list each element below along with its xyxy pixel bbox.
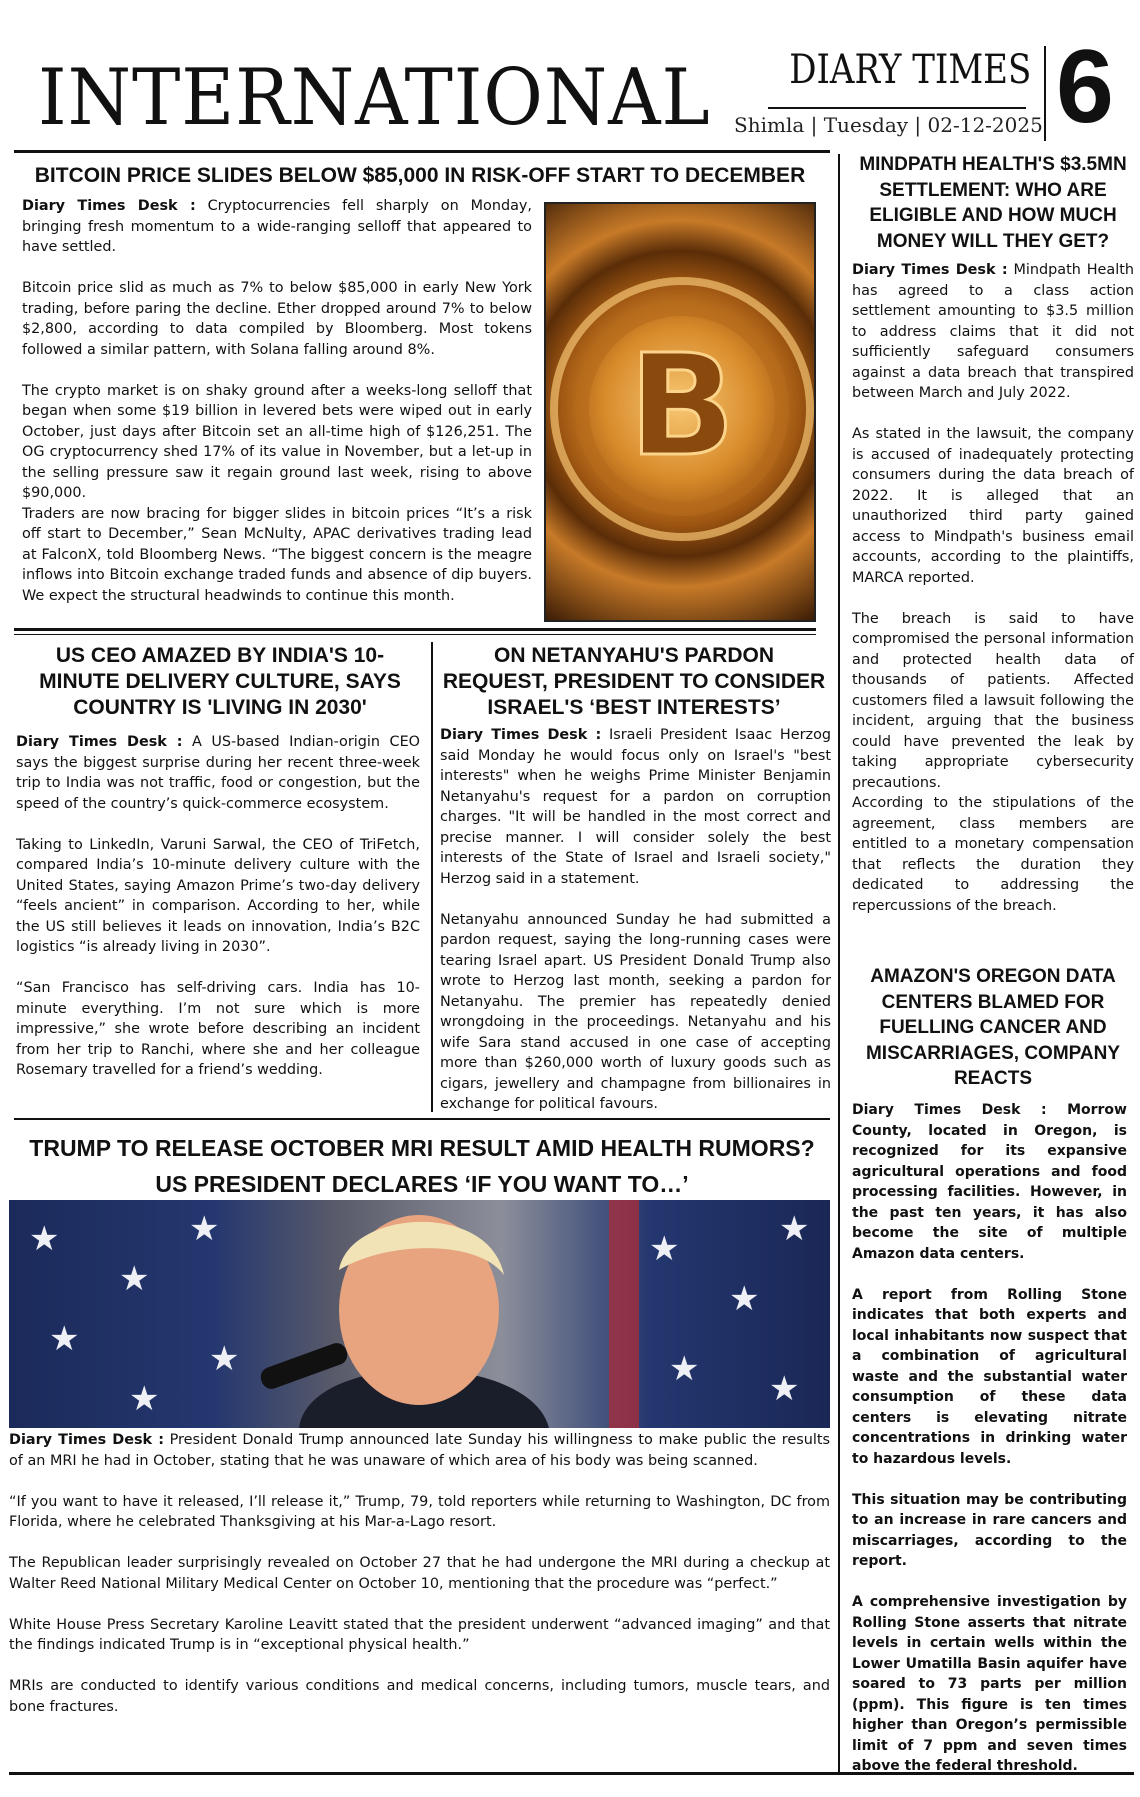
paragraph: The breach is said to have compromised the personal information and protected health data of thousands of patients. Affected customers filed a lawsuit following the incident, arguing that the business could have prevented the leak by taking appropriate cybersecurity precautions.	[852, 610, 1134, 791]
section-title: INTERNATIONAL	[38, 53, 711, 143]
column-divider	[431, 642, 433, 1112]
divider	[14, 1118, 830, 1120]
byline: Diary Times Desk :	[22, 198, 196, 214]
svg-text:★: ★	[649, 1229, 680, 1269]
svg-text:★: ★	[209, 1339, 240, 1379]
article-headline: ON NETANYAHU'S PARDON REQUEST, PRESIDENT TO CONSIDER ISRAEL'S ‘BEST INTERESTS’	[442, 644, 826, 719]
article-body	[440, 725, 831, 1135]
article-body	[852, 260, 1134, 937]
svg-text:★: ★	[729, 1279, 760, 1319]
paragraph: This situation may be contributing to an increase in rare cancers and miscarriages, according to the report.	[852, 1491, 1127, 1569]
paragraph: “If you want to have it released, I’ll release it,” Trump, 79, told reporters while returning to Washington, DC from Florida, where he celebrated Thanksgiving at his Mar-a-Lago resort.	[9, 1493, 830, 1530]
divider	[14, 628, 816, 631]
article-body	[22, 196, 532, 627]
photo-illustration	[9, 1200, 830, 1428]
paragraph: The crypto market is on shaky ground after a weeks-long selloff that began when some $19 billion in levered bets were wiped out in early October, just days after Bitcoin set an all-time high of $126,251. The OG cryptocurrency shed 17% of its value in November, but a let-up in the selling pressure saw it regain ground last week, rising to above $90,000.	[22, 382, 532, 501]
svg-text:★: ★	[669, 1349, 700, 1389]
svg-text:★: ★	[779, 1209, 810, 1249]
article-headline: AMAZON'S OREGON DATA CENTERS BLAMED FOR FUELLING CANCER AND MISCARRIAGES, COMPANY REACTS	[865, 966, 1121, 1089]
newspaper-name: DIARY TIMES	[789, 47, 1032, 93]
paragraph: Cryptocurrencies fell sharply on Monday, bringing fresh momentum to a wide-ranging selloff that appeared to have settled.	[22, 198, 532, 255]
paragraph: Morrow County, located in Oregon, is recognized for its expansive agricultural operations and food processing facilities. However, in the past ten years, it has also become the site of multiple Amazon data centers.	[852, 1102, 1127, 1262]
paragraph: President Donald Trump announced late Sunday his willingness to make public the results of an MRI he had in October, stating that he was unaware of which area of his body was being scanned.	[9, 1432, 831, 1469]
paragraph: White House Press Secretary Karoline Leavitt stated that the president underwent “advanced imaging” and that the findings indicated Trump is in “exceptional physical health.”	[9, 1616, 830, 1653]
divider	[14, 634, 816, 635]
article-body	[16, 732, 420, 1101]
byline: Diary Times Desk :	[852, 1102, 1047, 1118]
paragraph: Netanyahu announced Sunday he had submitted a pardon request, saying the long-running cases were tearing Israel apart. US President Donald Trump also wrote to Herzog last month, seeking a pardon for Netanyahu. The premier has repeatedly denied wrongdoing in the proceedings. Netanyahu and his wife Sara stand accused in one case of accepting more than $260,000 worth of luxury goods such as cigars, jewellery and champagne from billionaires in exchange for political favours.	[440, 911, 831, 1112]
paragraph: A report from Rolling Stone indicates that both experts and local inhabitants now suspect that a combination of agricultural waste and the substantial water consumption of these data centers is elevating nitrate concentrations in drinking water to hazardous levels.	[852, 1286, 1127, 1467]
divider	[768, 107, 1026, 109]
bitcoin-photo	[544, 202, 816, 622]
byline: Diary Times Desk :	[9, 1432, 164, 1448]
article-headline: BITCOIN PRICE SLIDES BELOW $85,000 IN RISK-OFF START TO DECEMBER	[34, 164, 806, 187]
byline: Diary Times Desk :	[16, 734, 183, 750]
svg-text:B: B	[628, 325, 736, 488]
divider	[14, 150, 830, 153]
paragraph: According to the stipulations of the agreement, class members are entitled to a monetary compensation that reflects the duration they dedicated to addressing the repercussions of the breach.	[852, 795, 1134, 914]
paragraph: Traders are now bracing for bigger slides in bitcoin prices “It’s a risk off start to December,” Sean McNulty, APAC derivatives trading lead at FalconX, told Bloomberg News. “The biggest concern is the meagre inflows into Bitcoin exchange traded funds and absence of dip buyers. We expect the structural headwinds to continue this month.	[22, 505, 532, 604]
trump-photo	[9, 1200, 830, 1428]
headline-line: US PRESIDENT DECLARES ‘IF YOU WANT TO…’	[155, 1171, 689, 1197]
paragraph: The Republican leader surprisingly revealed on October 27 that he had undergone the MRI during a checkup at Walter Reed National Military Medical Center on October 10, mentioning that the procedure was “perfect.”	[9, 1555, 830, 1592]
svg-text:★: ★	[769, 1369, 800, 1409]
page-number: 6	[1056, 29, 1114, 145]
article-headline: MINDPATH HEALTH'S $3.5MN SETTLEMENT: WHO ARE ELIGIBLE AND HOW MUCH MONEY WILL THEY GET?	[859, 154, 1127, 252]
paragraph: A US-based Indian-origin CEO says the biggest surprise during her recent three-week trip to India was not traffic, food or congestion, but the speed of the country’s quick-commerce ecosystem.	[16, 734, 420, 812]
divider	[1044, 46, 1046, 141]
article-body	[852, 1100, 1127, 1797]
paragraph: A comprehensive investigation by Rolling Stone asserts that nitrate levels in certain wells within the Lower Umatilla Basin aquifer have soared to 73 parts per million (ppm). This figure is ten times higher than Oregon’s permissible limit of 7 ppm and seven times above the federal threshold.	[852, 1594, 1127, 1774]
column-divider	[838, 154, 840, 1774]
article-headline: US CEO AMAZED BY INDIA'S 10-MINUTE DELIVERY CULTURE, SAYS COUNTRY IS 'LIVING IN 2030'	[39, 644, 401, 719]
paragraph: Bitcoin price slid as much as 7% to below $85,000 in early New York trading, before paring the decline. Ether dropped around 7% to below $2,800, according to data compiled by Bloomberg. Most tokens followed a similar pattern, with Solana falling around 8%.	[22, 280, 532, 358]
byline: Diary Times Desk :	[440, 727, 602, 743]
svg-text:★: ★	[29, 1219, 60, 1259]
paragraph: Taking to LinkedIn, Varuni Sarwal, the CEO of TriFetch, compared India’s 10-minute delivery culture with the United States, saying Amazon Prime’s two-day delivery “feels ancient” in comparison. According to her, while the US still believes it leads on innovation, India’s B2C logistics “is already living in 2030”.	[16, 836, 420, 955]
svg-text:★: ★	[189, 1209, 220, 1249]
svg-text:★: ★	[119, 1259, 150, 1299]
paragraph: “San Francisco has self-driving cars. India has 10-minute everything. I’m not sure which is more impressive,” she wrote before describing an incident from her trip to Ranchi, where she and her colleague Rosemary travelled for a friend’s wedding.	[16, 980, 420, 1078]
paragraph: Mindpath Health has agreed to a class action settlement amounting to $3.5 million to address claims that it did not sufficiently safeguard consumers against a data breach that transpired between March and July 2022.	[852, 262, 1134, 401]
byline: Diary Times Desk :	[852, 262, 1008, 278]
headline-line: TRUMP TO RELEASE OCTOBER MRI RESULT AMID HEALTH RUMORS?	[29, 1135, 815, 1161]
article-headline	[14, 1130, 830, 1202]
article-body	[9, 1430, 830, 1738]
paragraph: MRIs are conducted to identify various conditions and medical concerns, including tumors, muscle tears, and bone fractures.	[9, 1678, 830, 1715]
bitcoin-coin-icon	[546, 204, 816, 622]
svg-text:★: ★	[49, 1319, 80, 1359]
paragraph: Israeli President Isaac Herzog said Monday he would focus only on Israel's "best interests" when he weighs Prime Minister Benjamin Netanyahu's request for a pardon on corruption charges. "It will be handled in the most correct and precise manner. I will consider solely the best interests of the State of Israel and Israeli society," Herzog said in a statement.	[440, 727, 832, 887]
svg-text:★: ★	[129, 1379, 160, 1419]
dateline: Shimla | Tuesday | 02-12-2025	[734, 113, 1043, 137]
paragraph: As stated in the lawsuit, the company is accused of inadequately protecting consumers during the data breach of 2022. It is alleged that an unauthorized third party gained access to Mindpath's business email accounts, according to the plaintiffs, MARCA reported.	[852, 426, 1134, 586]
